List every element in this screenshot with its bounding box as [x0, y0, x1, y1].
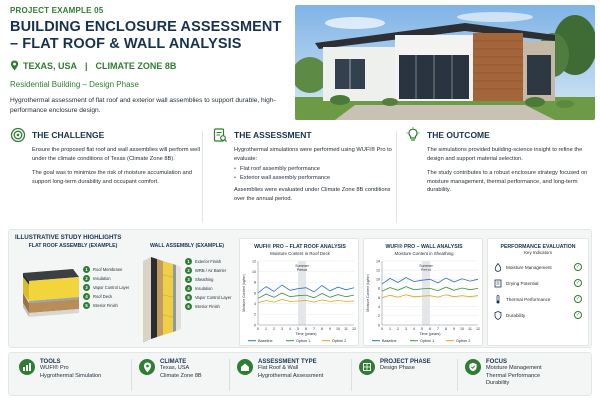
layer-number-badge: 3 — [185, 276, 192, 283]
y-tick-label: 8 — [378, 286, 380, 291]
x-tick-label: 5 — [297, 327, 299, 331]
wall-moisture-chart — [364, 239, 484, 347]
check-icon: ✓ — [575, 312, 581, 318]
summary-columns — [0, 127, 600, 227]
thermometer-icon — [494, 295, 502, 304]
y-tick-label: 2 — [378, 314, 380, 319]
check-icon: ✓ — [575, 280, 581, 286]
wall-layer: 2 WRB / Air Barrier — [185, 266, 239, 275]
layer-number-badge: 1 — [185, 258, 192, 265]
header — [0, 0, 600, 125]
wall-layer: 5 Vapor Control Layer — [185, 293, 239, 302]
bar-chart-icon — [19, 359, 35, 375]
performance-panel — [487, 238, 589, 346]
target-icon — [10, 127, 26, 143]
location-row — [10, 60, 176, 71]
x-tick-label: 4 — [289, 327, 291, 331]
project-label: PROJECT EXAMPLE 05 — [10, 6, 104, 15]
assessment-heading: THE ASSESSMENT — [234, 130, 312, 140]
y-tick-label: 6 — [254, 291, 256, 296]
y-axis-label: Moisture Content (kg/m³) — [242, 274, 246, 312]
wall-layer: 1 Exterior Finish — [185, 257, 239, 266]
roof-moisture-chart — [240, 239, 360, 347]
performance-item: Thermal Performance ✓ — [488, 291, 588, 307]
x-tick-label: 2 — [397, 327, 399, 331]
legend-label: Option 2 — [456, 339, 471, 343]
clipboard-search-icon — [212, 127, 228, 143]
x-tick-label: 10 — [460, 327, 464, 331]
x-tick-label: 2 — [273, 327, 275, 331]
y-tick-label: 10 — [252, 269, 256, 274]
assessment-text-2: Assemblies were evaluated under Climate Zone 8B conditions over the annual period. — [234, 187, 391, 202]
performance-item: Drying Potential ✓ — [488, 275, 588, 291]
x-tick-label: 11 — [344, 327, 348, 331]
x-tick-label: 5 — [421, 327, 423, 331]
summer-label: Period — [420, 268, 432, 272]
x-tick-label: 7 — [313, 327, 315, 331]
assessment-type-cell: ASSESSMENT TYPE Flat Roof & Wall Hygrothermal Assessment — [237, 359, 323, 380]
divider — [202, 131, 203, 223]
wall-layer: 6 Interior Finish — [185, 302, 239, 311]
chart-title: WUFI® PRO – FLAT ROOF ANALYSIS — [254, 244, 346, 250]
y-tick-label: 12 — [252, 259, 256, 264]
summer-label: Summer — [419, 264, 433, 268]
chart-title: WUFI® PRO – WALL ANALYSIS — [385, 244, 463, 250]
x-tick-label: 1 — [389, 327, 391, 331]
assessment-section — [212, 127, 402, 227]
y-tick-label: 0 — [378, 323, 380, 328]
droplet-icon — [494, 263, 502, 272]
wall-layer: 4 Insulation — [185, 284, 239, 293]
shield-check-icon — [465, 359, 481, 375]
wall-layer: 3 Sheathing — [185, 275, 239, 284]
location-text: TEXAS, USA — [23, 60, 78, 71]
project-phase-cell: PROJECT PHASE Design Phase — [359, 359, 431, 375]
x-tick-label: 6 — [429, 327, 431, 331]
x-tick-label: 6 — [305, 327, 307, 331]
challenge-section — [10, 127, 200, 227]
wall-assembly-title: WALL ASSEMBLY (EXAMPLE) — [149, 243, 225, 249]
description: Hygrothermal assessment of flat roof and exterior wall assemblies to support durable, high-performance enclosure design. — [10, 97, 276, 114]
layer-number-badge: 1 — [83, 266, 90, 273]
legend-label: Option 1 — [296, 339, 311, 343]
layer-number-badge: 2 — [83, 275, 90, 282]
legend-label: Option 1 — [420, 339, 435, 343]
phase-text: Residential Building – Design Phase — [10, 80, 139, 89]
roof-assembly-panel — [13, 243, 133, 345]
x-tick-label: 11 — [468, 327, 472, 331]
shield-icon — [494, 311, 502, 320]
legend-label: Baseline — [258, 339, 273, 343]
layer-number-badge: 2 — [185, 267, 192, 274]
wall-assembly-panel — [137, 243, 237, 345]
drying-icon — [494, 279, 502, 288]
check-icon: ✓ — [575, 264, 581, 270]
layer-number-badge: 3 — [83, 284, 90, 291]
study-highlights — [8, 229, 592, 348]
x-tick-label: 1 — [265, 327, 267, 331]
outcome-text-2: The study contributes to a robust enclosure strategy focused on moisture management, thermal performance, and long-term durability. — [427, 170, 588, 193]
page-title: BUILDING ENCLOSURE ASSESSMENT – FLAT ROOF & WALL ANALYSIS — [10, 19, 282, 52]
map-pin-icon — [139, 359, 155, 375]
x-axis-label: Time (years) — [295, 332, 317, 336]
y-tick-label: 6 — [378, 295, 380, 300]
summer-label: Period — [296, 268, 308, 272]
y-tick-label: 2 — [254, 312, 256, 317]
x-tick-label: 9 — [453, 327, 455, 331]
challenge-text-1: Ensure the proposed flat roof and wall assemblies will perform well under the climate conditions of Texas (Climate Zone 8B). — [32, 147, 200, 162]
roof-chart-panel — [239, 238, 359, 346]
roof-section-drawing — [17, 263, 79, 333]
x-tick-label: 9 — [329, 327, 331, 331]
x-tick-label: 10 — [336, 327, 340, 331]
x-tick-label: 0 — [381, 327, 383, 331]
lightbulb-icon — [405, 127, 421, 143]
x-tick-label: 12 — [352, 327, 356, 331]
y-tick-label: 4 — [254, 301, 256, 306]
climate-cell: CLIMATE Texas, USA Climate Zone 8B — [139, 359, 202, 380]
x-axis-label: Time (years) — [419, 332, 441, 336]
map-pin-icon — [10, 60, 19, 71]
assessment-list — [212, 165, 402, 183]
house-icon — [237, 359, 253, 375]
assessment-item: • Flat roof assembly performance — [234, 165, 402, 174]
climate-text: CLIMATE ZONE 8B — [95, 60, 177, 71]
wall-section-drawing — [139, 255, 183, 343]
blueprint-icon — [359, 359, 375, 375]
roof-assembly-title: FLAT ROOF ASSEMBLY (EXAMPLE) — [28, 243, 118, 249]
y-tick-label: 4 — [378, 305, 380, 310]
x-tick-label: 8 — [445, 327, 447, 331]
performance-item: Moisture Management ✓ — [488, 259, 588, 275]
x-tick-label: 7 — [437, 327, 439, 331]
legend-label: Baseline — [382, 339, 397, 343]
x-tick-label: 8 — [321, 327, 323, 331]
highlights-title: ILLUSTRATIVE STUDY HIGHLIGHTS — [15, 234, 122, 241]
chart-subtitle: Moisture Content in Roof Deck — [270, 251, 330, 256]
roof-layer: 2 Insulation — [83, 274, 135, 283]
divider — [396, 131, 397, 223]
focus-cell: FOCUS Moisture Management Thermal Performance Durability — [465, 359, 542, 388]
layer-number-badge: 4 — [185, 285, 192, 292]
outcome-section — [405, 127, 595, 227]
separator: | — [85, 60, 88, 71]
performance-item: Durability ✓ — [488, 307, 588, 323]
performance-title: PERFORMANCE EVALUATION — [500, 244, 576, 250]
x-tick-label: 4 — [413, 327, 415, 331]
layer-number-badge: 6 — [185, 303, 192, 310]
roof-layer: 5 Interior Finish — [83, 301, 135, 310]
outcome-text-1: The simulations provided building-science insight to refine the design and support material selection. — [427, 147, 583, 162]
x-tick-label: 3 — [405, 327, 407, 331]
x-tick-label: 3 — [281, 327, 283, 331]
challenge-heading: THE CHALLENGE — [32, 130, 105, 140]
performance-subtitle: Key Indicators — [524, 250, 552, 255]
y-tick-label: 10 — [376, 277, 380, 282]
check-icon: ✓ — [575, 296, 581, 302]
assessment-item: • Exterior wall assembly performance — [234, 174, 402, 183]
house-photo — [295, 5, 595, 120]
assessment-text-1: Hygrothermal simulations were performed using WUFI® Pro to evaluate: — [234, 147, 392, 162]
roof-layer: 4 Roof Deck — [83, 292, 135, 301]
chart-subtitle: Moisture Content in Sheathing — [394, 251, 454, 256]
layer-number-badge: 4 — [83, 293, 90, 300]
summer-label: Summer — [295, 264, 309, 268]
roof-layer: 3 Vapor Control Layer — [83, 283, 135, 292]
challenge-text-2: The goal was to minimize the risk of moisture accumulation and support long-term durability and occupant comfort. — [32, 170, 192, 185]
layer-number-badge: 5 — [185, 294, 192, 301]
y-tick-label: 8 — [254, 280, 256, 285]
tools-cell: TOOLS WUFI® Pro Hygrothermal Simulation — [19, 359, 101, 380]
project-summary-bar — [8, 352, 592, 396]
y-tick-label: 0 — [254, 323, 256, 328]
x-tick-label: 0 — [257, 327, 259, 331]
outcome-heading: THE OUTCOME — [427, 130, 490, 140]
y-tick-label: 14 — [376, 259, 380, 264]
x-tick-label: 12 — [476, 327, 480, 331]
y-tick-label: 12 — [376, 268, 380, 273]
roof-layer: 1 Roof Membrane — [83, 265, 135, 274]
wall-chart-panel — [363, 238, 483, 346]
legend-label: Option 2 — [332, 339, 347, 343]
layer-number-badge: 5 — [83, 302, 90, 309]
y-axis-label: Moisture Content (kg/m³) — [366, 274, 370, 312]
